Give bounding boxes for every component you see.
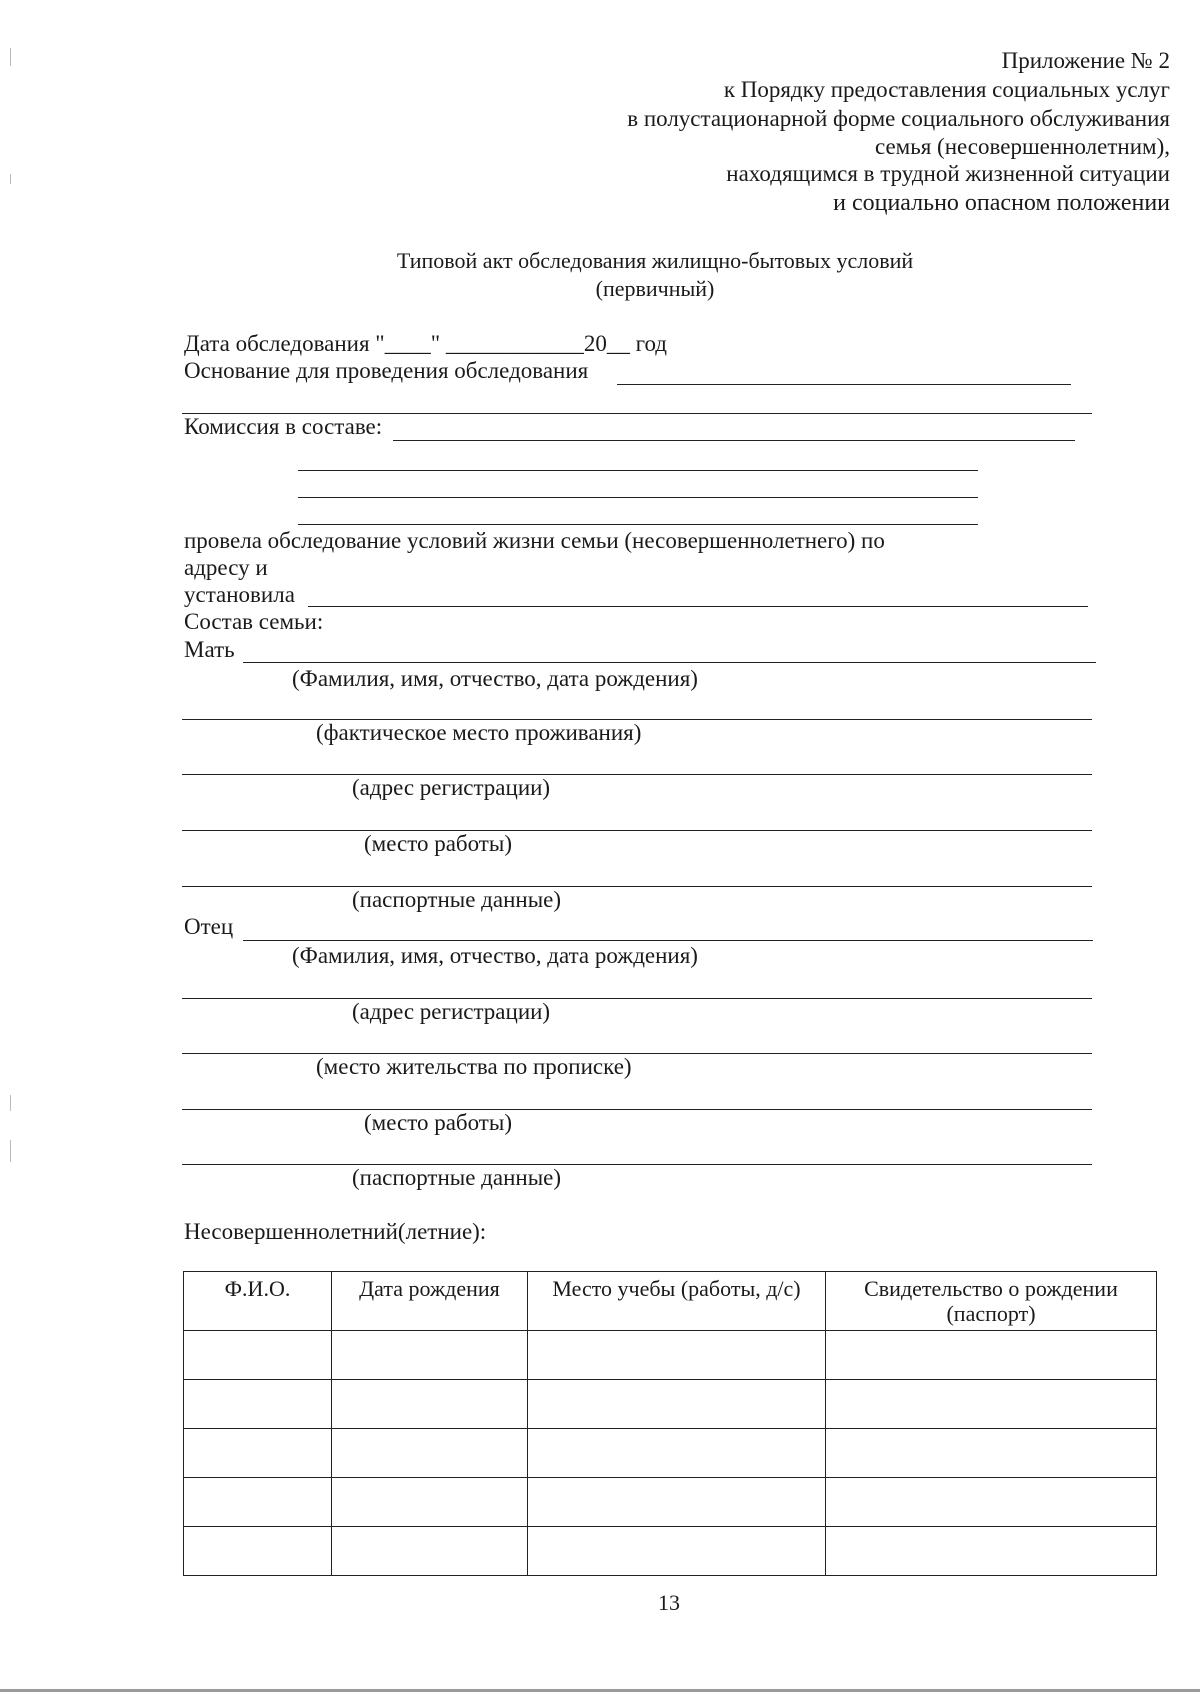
scan-edge: [0, 1689, 1200, 1692]
mother-passport-hint: (паспортные данные): [352, 887, 562, 912]
table-cell: [528, 1429, 826, 1478]
table-cell: [184, 1380, 332, 1429]
minors-table: [183, 1271, 1157, 1576]
table-cell: [184, 1331, 332, 1380]
table-cell: [826, 1331, 1157, 1380]
table-cell: [184, 1527, 332, 1576]
father-work-line: [182, 1109, 1092, 1110]
mother-name-hint: (Фамилия, имя, отчество, дата рождения): [292, 666, 698, 691]
appendix-line: и социально опасном положении: [833, 190, 1170, 216]
mother-work-hint: (место работы): [364, 831, 512, 856]
table-cell: [826, 1478, 1157, 1527]
appendix-line: семья (несовершеннолетним),: [874, 134, 1170, 159]
scan-mark: [10, 1140, 11, 1162]
commission-line: [393, 440, 1075, 441]
table-header-cell: Ф.И.О.: [184, 1272, 332, 1331]
table-cell: [184, 1429, 332, 1478]
page-number: 13: [658, 1590, 680, 1615]
father-label: Отец: [184, 914, 234, 939]
table-header-cell: Свидетельство о рождении (паспорт): [826, 1272, 1157, 1331]
table-row: [184, 1380, 1157, 1429]
father-work-hint: (место работы): [364, 1110, 512, 1135]
father-registration-line: [182, 998, 1092, 999]
mother-name-line: [243, 662, 1096, 663]
address-text: адресу и: [184, 555, 268, 580]
table-cell: [528, 1527, 826, 1576]
table-row: [184, 1429, 1157, 1478]
father-passport-hint: (паспортные данные): [352, 1165, 562, 1190]
table-row: [184, 1478, 1157, 1527]
table-cell: [184, 1478, 332, 1527]
document-title: Типовой акт обследования жилищно-бытовых условий: [396, 248, 914, 273]
scan-mark: [10, 48, 11, 66]
established-label: установила: [184, 582, 295, 607]
mother-work-line: [182, 830, 1092, 831]
table-row: [184, 1527, 1157, 1576]
survey-date: Дата обследования "____" ____________20__ год: [184, 331, 667, 356]
father-passport-line: [182, 1164, 1092, 1165]
table-cell: [826, 1380, 1157, 1429]
appendix-line: в полустационарной форме социального обслуживания: [627, 106, 1170, 131]
table-cell: [332, 1478, 528, 1527]
table-cell: [528, 1478, 826, 1527]
family-label: Состав семьи:: [184, 609, 324, 634]
table-header-cell: Место учебы (работы, д/с): [528, 1272, 826, 1331]
mother-passport-line: [182, 886, 1092, 887]
table-cell: [332, 1429, 528, 1478]
mother-residence-hint: (фактическое место проживания): [316, 720, 642, 745]
mother-label: Мать: [184, 637, 235, 662]
table-cell: [826, 1527, 1157, 1576]
mother-registration-hint: (адрес регистрации): [352, 775, 551, 800]
commission-label: Комиссия в составе:: [184, 414, 383, 439]
father-residence-hint: (место жительства по прописке): [316, 1054, 632, 1079]
appendix-line: находящимся в трудной жизненной ситуации: [726, 161, 1170, 186]
minors-label: Несовершеннолетний(летние):: [184, 1219, 487, 1244]
appendix-line: к Порядку предоставления социальных услуг: [723, 77, 1170, 102]
basis-line: [617, 384, 1071, 385]
survey-text: провела обследование условий жизни семьи (несовершеннолетнего) по: [184, 528, 885, 553]
mother-registration-line: [182, 774, 1092, 775]
table-cell: [826, 1429, 1157, 1478]
document-subtitle: (первичный): [595, 276, 715, 301]
father-registration-hint: (адрес регистрации): [352, 999, 551, 1024]
commission-member-line: [298, 524, 978, 525]
appendix-number: Приложение № 2: [1001, 48, 1170, 73]
established-line: [308, 606, 1088, 607]
commission-member-line: [298, 470, 978, 471]
basis-label: Основание для проведения обследования: [184, 358, 589, 383]
table-cell: [332, 1380, 528, 1429]
father-name-line: [243, 940, 1093, 941]
table-cell: [528, 1331, 826, 1380]
table-cell: [528, 1380, 826, 1429]
father-name-hint: (Фамилия, имя, отчество, дата рождения): [292, 943, 698, 968]
commission-member-line: [298, 497, 978, 498]
scan-mark: [10, 1095, 11, 1111]
table-header-row: [184, 1272, 1157, 1331]
table-header-cell: Дата рождения: [332, 1272, 528, 1331]
table-row: [184, 1331, 1157, 1380]
scan-mark: [10, 174, 11, 184]
table-cell: [332, 1331, 528, 1380]
table-cell: [332, 1527, 528, 1576]
